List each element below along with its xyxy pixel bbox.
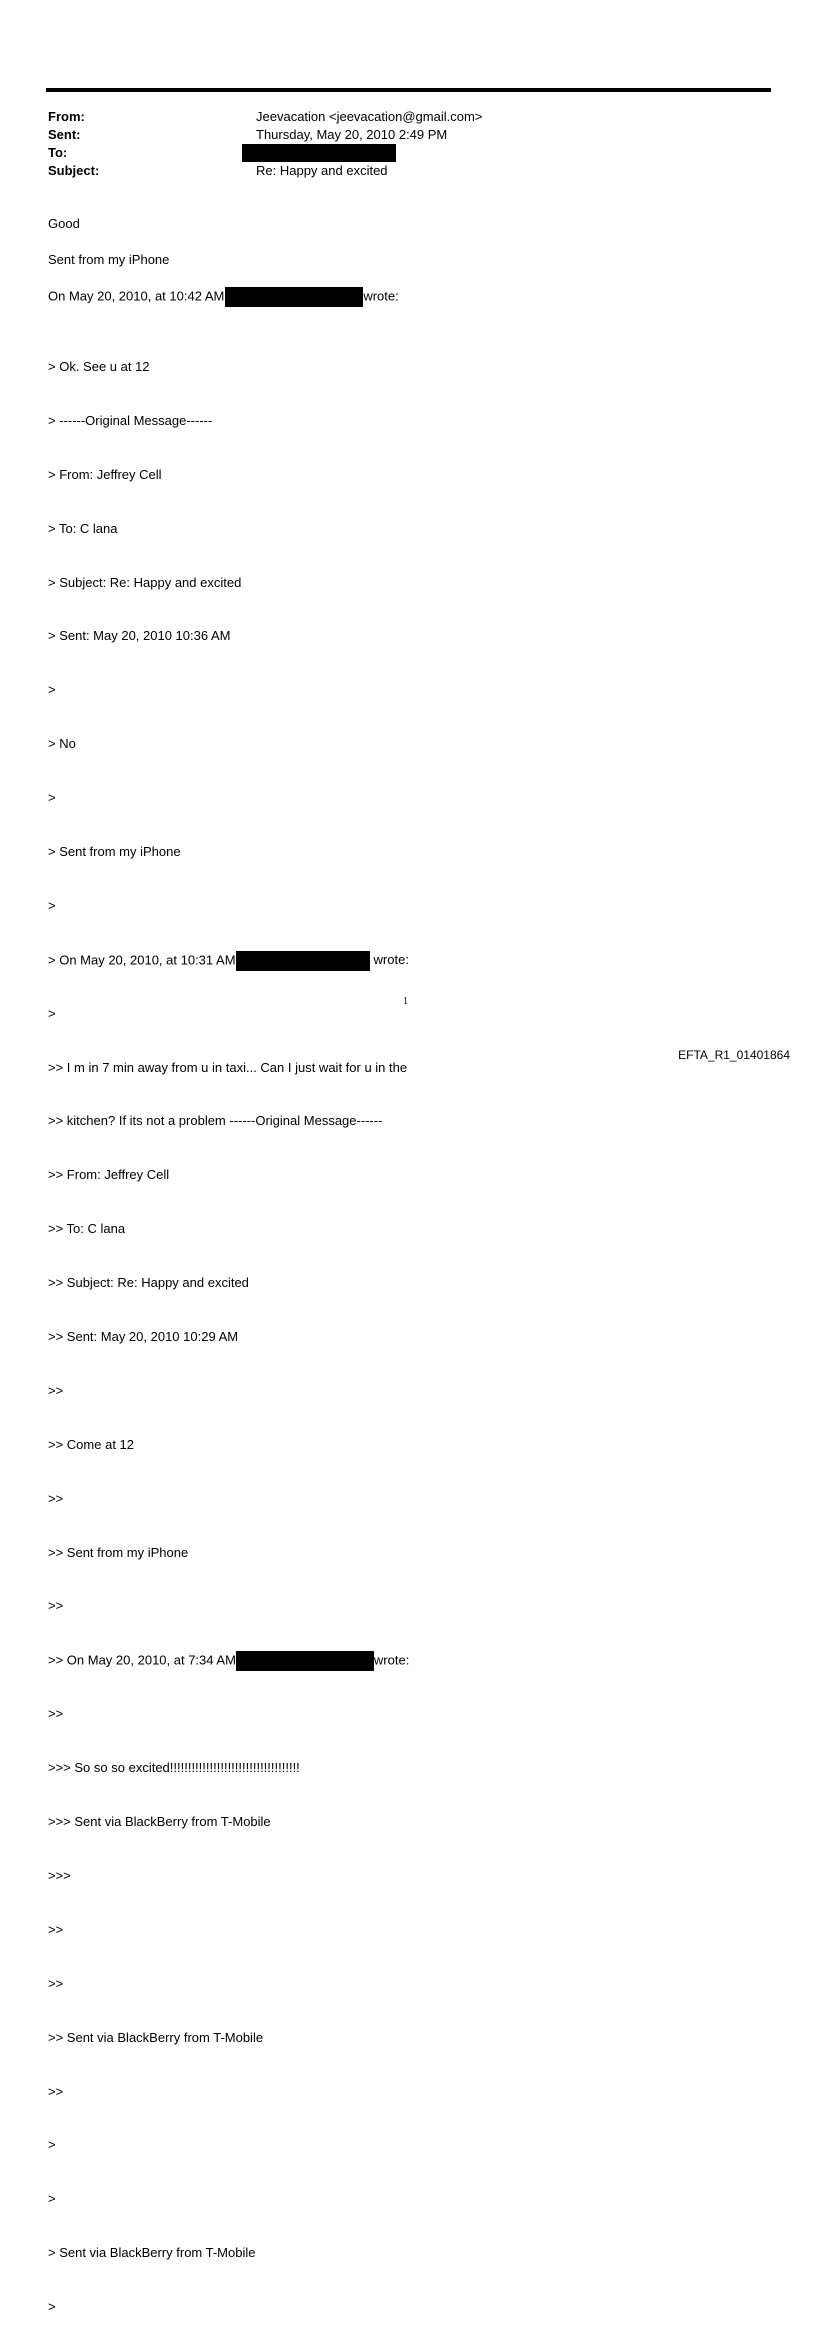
subject-label: Subject: bbox=[48, 163, 100, 178]
quoted-line: >> Sent via BlackBerry from T-Mobile bbox=[48, 2029, 264, 2045]
quoted-line: >> From: Jeffrey Cell bbox=[48, 1167, 170, 1183]
quoted-wrote-line bbox=[48, 1651, 409, 1669]
header-divider bbox=[46, 88, 771, 92]
subject-row bbox=[48, 162, 482, 180]
email-header bbox=[48, 108, 482, 180]
quoted-wrote-prefix: >> On May 20, 2010, at 7:34 AM bbox=[48, 1652, 236, 1668]
quoted-line: > bbox=[48, 897, 56, 913]
quoted-line: > Sent: May 20, 2010 10:36 AM bbox=[48, 628, 231, 644]
quoted-line: > bbox=[48, 1005, 56, 1021]
wrote-prefix: On May 20, 2010, at 10:42 AM bbox=[48, 288, 225, 304]
to-row bbox=[48, 144, 482, 162]
quoted-line: > From: Jeffrey Cell bbox=[48, 466, 162, 482]
redaction-box bbox=[236, 951, 370, 971]
quoted-line: >> bbox=[48, 1382, 64, 1398]
to-label: To: bbox=[48, 145, 68, 160]
quoted-line: > bbox=[48, 790, 56, 806]
redaction-box bbox=[236, 1651, 374, 1671]
quoted-thread bbox=[48, 322, 409, 2334]
quoted-wrote-suffix: wrote: bbox=[373, 952, 409, 968]
quoted-line: >>> bbox=[48, 1867, 71, 1883]
redaction-box bbox=[225, 287, 363, 307]
quoted-wrote-suffix: wrote: bbox=[373, 1652, 410, 1668]
quoted-line: > bbox=[48, 2191, 56, 2207]
quoted-line: >> bbox=[48, 1598, 64, 1614]
quoted-line: > ------Original Message------ bbox=[48, 412, 213, 428]
wrote-suffix: wrote: bbox=[363, 288, 399, 304]
wrote-line bbox=[48, 287, 399, 307]
quoted-line: >> bbox=[48, 1975, 64, 1991]
page-number: 1 bbox=[403, 996, 408, 1007]
quoted-wrote-prefix: > On May 20, 2010, at 10:31 AM bbox=[48, 952, 236, 968]
quoted-line: > bbox=[48, 682, 56, 698]
quoted-line: >> bbox=[48, 1490, 64, 1506]
from-row bbox=[48, 108, 482, 126]
quoted-line: >> Sent: May 20, 2010 10:29 AM bbox=[48, 1329, 239, 1345]
redaction-box bbox=[242, 144, 396, 162]
quoted-line: >>> Sent via BlackBerry from T-Mobile bbox=[48, 1814, 271, 1830]
from-value: Jeevacation <jeevacation@gmail.com> bbox=[256, 109, 483, 124]
quoted-wrote-line bbox=[48, 951, 409, 969]
quoted-line: >> bbox=[48, 1921, 64, 1937]
quoted-line: >> bbox=[48, 2083, 64, 2099]
quoted-line: >> Come at 12 bbox=[48, 1436, 134, 1452]
quoted-line: >> I m in 7 min away from u in taxi... Can I just wait for u in the bbox=[48, 1059, 408, 1075]
quoted-line: > No bbox=[48, 736, 76, 752]
quoted-line: > Sent from my iPhone bbox=[48, 844, 181, 860]
quoted-line: >> To: C lana bbox=[48, 1221, 126, 1237]
greeting: Good bbox=[48, 216, 80, 231]
quoted-line: >> Sent from my iPhone bbox=[48, 1544, 189, 1560]
document-id: EFTA_R1_01401864 bbox=[678, 1048, 790, 1062]
quoted-line: > bbox=[48, 2137, 56, 2153]
sent-value: Thursday, May 20, 2010 2:49 PM bbox=[256, 127, 448, 142]
quoted-line: >> Subject: Re: Happy and excited bbox=[48, 1275, 249, 1291]
quoted-line: >> bbox=[48, 1706, 64, 1722]
signature: Sent from my iPhone bbox=[48, 252, 170, 267]
quoted-line: > bbox=[48, 2299, 56, 2315]
from-label: From: bbox=[48, 109, 85, 124]
subject-value: Re: Happy and excited bbox=[256, 163, 388, 178]
quoted-line: > Ok. See u at 12 bbox=[48, 359, 150, 374]
sent-row bbox=[48, 126, 482, 144]
quoted-line: >>> So so so excited!!!!!!!!!!!!!!!!!!!!!!!!!!!!!!!!!!!! bbox=[48, 1760, 300, 1776]
quoted-line: > Subject: Re: Happy and excited bbox=[48, 574, 242, 590]
quoted-line: > Sent via BlackBerry from T-Mobile bbox=[48, 2245, 256, 2261]
sent-label: Sent: bbox=[48, 127, 81, 142]
quoted-line: > To: C lana bbox=[48, 520, 118, 536]
quoted-line: >> kitchen? If its not a problem ------Original Message------ bbox=[48, 1113, 383, 1129]
